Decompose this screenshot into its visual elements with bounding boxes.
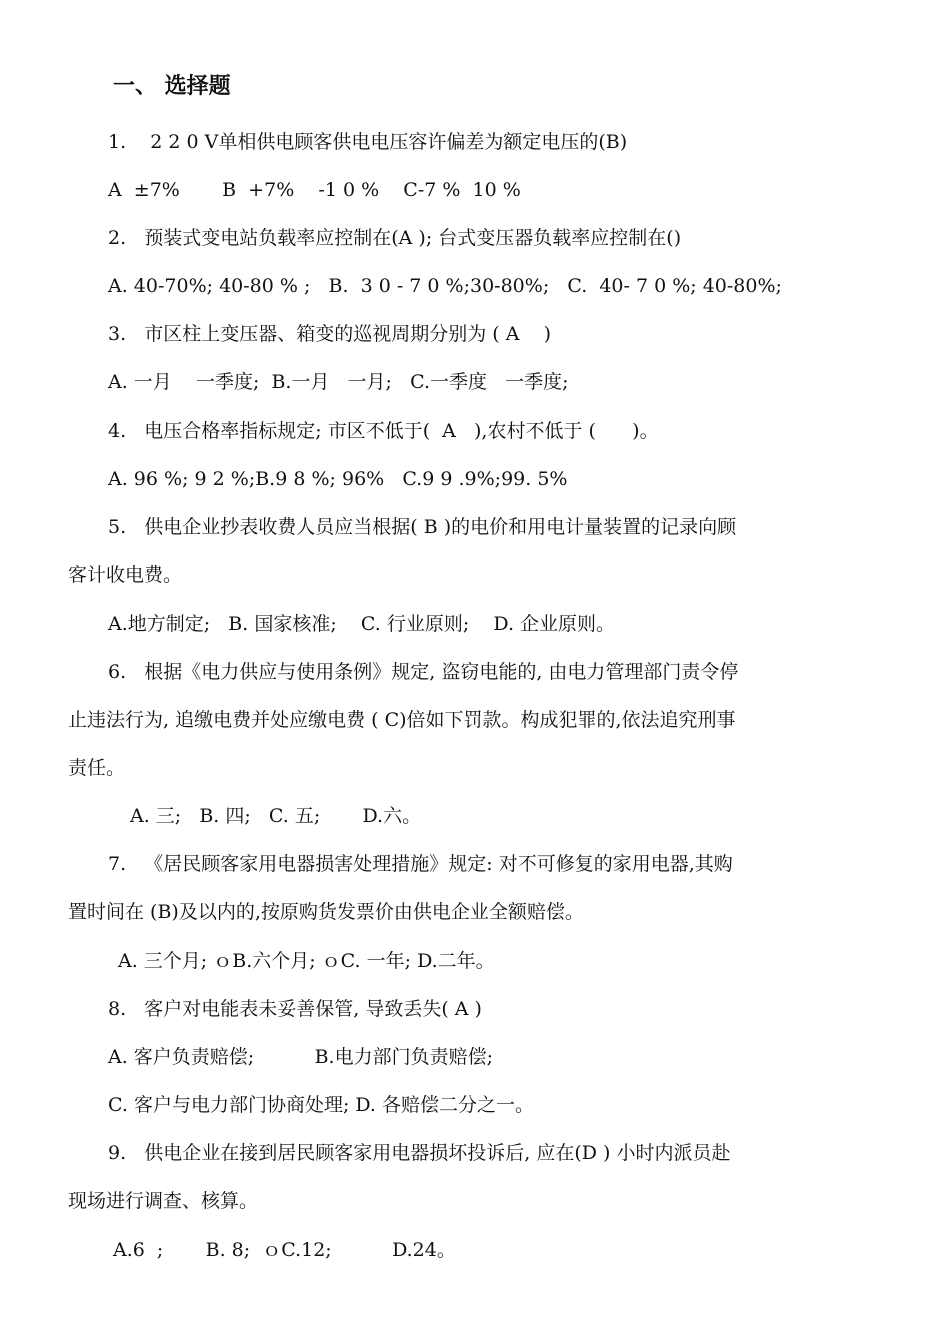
question-8-options-line2: C. 客户与电力部门协商处理; D. 各赔偿二分之一。 xyxy=(108,1094,535,1116)
question-5-stem-line1: 5. 供电企业抄表收费人员应当根据( B )的电价和用电计量装置的记录向顾 xyxy=(108,516,737,538)
question-4-options: A. 96 %; 9 2 %;B.9 8 %; 96% C.9 9 .9%;99. 5% xyxy=(108,468,568,490)
question-6-stem-line2: 止违法行为, 追缴电费并处应缴电费 ( C)倍如下罚款。构成犯罪的,依法追究刑事 xyxy=(68,709,736,731)
question-6-stem-line1: 6. 根据《电力供应与使用条例》规定, 盗窃电能的, 由电力管理部门责令停 xyxy=(108,661,739,683)
question-5-stem-line2: 客计收电费。 xyxy=(68,564,183,586)
section-heading: 一、 选择题 xyxy=(113,74,231,99)
question-8-stem: 8. 客户对电能表未妥善保管, 导致丢失( A ) xyxy=(108,998,482,1020)
question-9-stem-line2: 现场进行调查、核算。 xyxy=(68,1190,259,1212)
question-1-stem: 1. 2 2 0 V单相供电顾客供电电压容许偏差为额定电压的(B) xyxy=(108,131,628,153)
question-9-stem-line1: 9. 供电企业在接到居民顾客家用电器损坏投诉后, 应在(D ) 小时内派员赴 xyxy=(108,1142,731,1164)
question-9-options: A.6 ; B. 8; ｏC.12; D.24。 xyxy=(113,1239,456,1261)
question-6-options: A. 三; B. 四; C. 五; D.六。 xyxy=(130,805,422,827)
question-1-options: A ±7% B +7% -1 0 % C-7 % 10 % xyxy=(108,179,521,201)
question-3-stem: 3. 市区柱上变压器、箱变的巡视周期分别为 ( A ) xyxy=(108,323,552,345)
question-2-stem: 2. 预装式变电站负载率应控制在(A ); 台式变压器负载率应控制在() xyxy=(108,227,682,249)
question-7-options: A. 三个月; ｏB.六个月; ｏC. 一年; D.二年。 xyxy=(118,950,495,972)
question-4-stem: 4. 电压合格率指标规定; 市区不低于( A ),农村不低于 ( )。 xyxy=(108,420,659,442)
question-3-options: A. 一月 一季度; B.一月 一月; C.一季度 一季度; xyxy=(108,371,569,393)
question-5-options: A.地方制定; B. 国家核准; C. 行业原则; D. 企业原则。 xyxy=(108,613,616,635)
question-2-options: A. 40-70%; 40-80 % ; B. 3 0 - 7 0 %;30-80%; C. 40- 7 0 %; 40-80%; xyxy=(108,275,782,297)
question-6-stem-line3: 责任。 xyxy=(68,757,126,779)
question-7-stem-line2: 置时间在 (B)及以内的,按原购货发票价由供电企业全额赔偿。 xyxy=(68,901,584,923)
question-8-options-line1: A. 客户负责赔偿; B.电力部门负责赔偿; xyxy=(108,1046,494,1068)
question-7-stem-line1: 7. 《居民顾客家用电器损害处理措施》规定: 对不可修复的家用电器,其购 xyxy=(108,853,733,875)
